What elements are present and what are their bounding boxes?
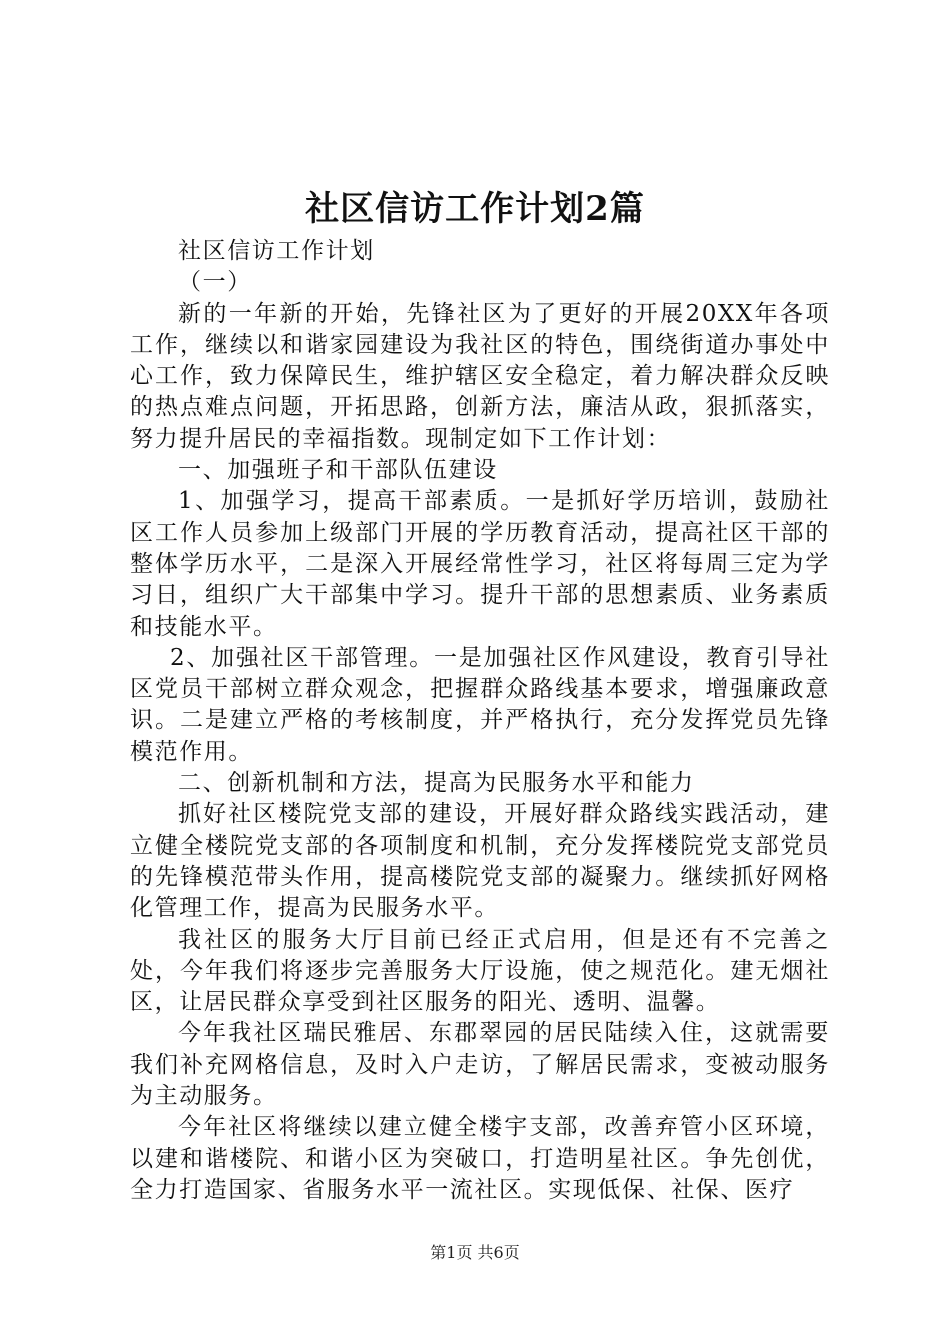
paragraph-party-branch: 抓好社区楼院党支部的建设，开展好群众路线实践活动，建立健全楼院党支部的各项制度和机制，充分发挥楼院党支部党员的先锋模范带头作用，提高楼院党支部的凝聚力。继续抓好网格化管理工作，提高为民服务水平。 (130, 801, 830, 922)
document-title: 社区信访工作计划2篇 (305, 189, 645, 229)
document-subtitle: 社区信访工作计划 (178, 238, 375, 264)
paragraph-item-1: 1、加强学习，提高干部素质。一是抓好学历培训，鼓励社区工作人员参加上级部门开展的学历教育活动，提高社区干部的整体学历水平，二是深入开展经常性学习，社区将每周三定为学习日，组织广大干部集中学习。提升干部的思想素质、业务素质和技能水平。 (130, 488, 830, 640)
heading-section-one: 一、加强班子和干部队伍建设 (178, 457, 498, 484)
heading-section-two: 二、创新机制和方法，提高为民服务水平和能力 (178, 770, 695, 797)
document-body (130, 236, 830, 1206)
section-marker: （一） (178, 269, 252, 296)
page-number-footer: 第1页 共6页 (430, 1243, 520, 1262)
paragraph-star-community: 今年社区将继续以建立健全楼宇支部，改善弃管小区环境，以建和谐楼院、和谐小区为突破口，打造明星社区。争先创优，全力打造国家、省服务水平一流社区。实现低保、社保、医疗 (130, 1114, 830, 1203)
paragraph-service-hall: 我社区的服务大厅目前已经正式启用，但是还有不完善之处，今年我们将逐步完善服务大厅设施，使之规范化。建无烟社区，让居民群众享受到社区服务的阳光、透明、温馨。 (130, 926, 830, 1016)
paragraph-item-2: 2、加强社区干部管理。一是加强社区作风建设，教育引导社区党员干部树立群众观念，把握群众路线基本要求，增强廉政意识。二是建立严格的考核制度，并严格执行，充分发挥党员先锋模范作用。 (130, 644, 830, 765)
paragraph-intro: 新的一年新的开始，先锋社区为了更好的开展20XX年各项工作，继续以和谐家园建设为我社区的特色，围绕街道办事处中心工作，致力保障民生，维护辖区安全稳定，着力解决群众反映的热点难点问题，开拓思路，创新方法，廉洁从政，狠抓落实，努力提升居民的幸福指数。现制定如下工作计划： (130, 300, 830, 452)
paragraph-new-residents: 今年我社区瑞民雅居、东郡翠园的居民陆续入住，这就需要我们补充网格信息，及时入户走访，了解居民需求，变被动服务为主动服务。 (130, 1020, 830, 1110)
